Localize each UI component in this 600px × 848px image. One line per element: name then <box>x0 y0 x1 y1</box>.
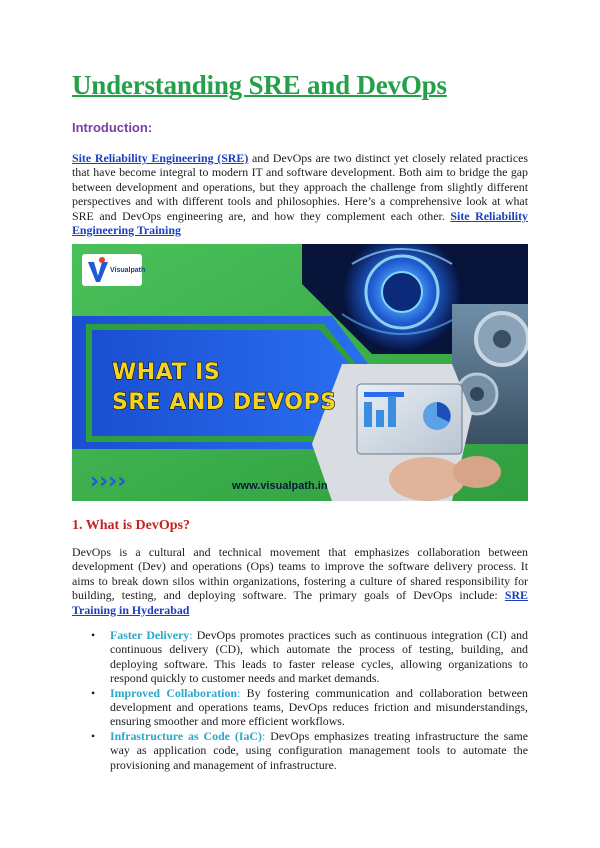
headline-line2: SRE AND DEVOPS <box>112 390 337 415</box>
list-item <box>72 628 528 686</box>
visualpath-logo <box>82 254 145 286</box>
page-title: Understanding SRE and DevOps <box>72 70 447 100</box>
headline-line1: WHAT IS <box>112 360 221 385</box>
section1-text: DevOps is a cultural and technical movement that emphasizes collaboration between development (Dev) and operations (Ops) teams to improve the software delivery process. It aims to break down silos within organizations, fostering a culture of shared responsibility for building, testing, and deploying software. The primary goals of DevOps include: <box>72 545 528 603</box>
bullet-term: Improved Collaboration <box>110 685 238 700</box>
section1-heading: 1. What is DevOps? <box>72 518 190 533</box>
logo-text: Visualpath <box>110 267 146 274</box>
list-item <box>72 686 528 729</box>
list-item <box>72 729 528 772</box>
bullet-term: Infrastructure as Code (IaC) <box>110 728 262 743</box>
bullet-term: Faster Delivery <box>110 628 190 642</box>
section1-paragraph <box>72 545 528 617</box>
bullet-text: DevOps emphasizes treating infrastructure the same way as application code, using configuration management tools to automate the provisioning and management of infrastructure. <box>110 728 529 772</box>
sre-training-link[interactable]: Site Reliability Engineering Training <box>72 208 528 238</box>
intro-paragraph <box>72 151 528 237</box>
bullet-colon: : <box>189 628 193 642</box>
bullet-text: By fostering communication and collaboration between development and operations teams, DevOps reduces friction and misunderstandings, ensuring smoother and more efficient workflows. <box>110 685 529 729</box>
devops-goals-list <box>72 628 528 772</box>
sre-link[interactable]: Site Reliability Engineering (SRE) <box>72 151 249 165</box>
bullet-colon: : <box>237 685 241 700</box>
bullet-colon: : <box>261 728 266 743</box>
bullet-icon: • <box>91 628 96 642</box>
bullet-icon: • <box>91 728 96 743</box>
intro-text: and DevOps are two distinct yet closely related practices that have become integral to modern IT and software development. Both aim to bridge the gap between development and operations, but they approach the challenge from slightly different perspectives and with different tools and philosophies. Here’s a comprehensive look at what SRE and DevOps engineering are, and how they complement each other. <box>72 151 528 223</box>
banner-image <box>72 244 528 501</box>
bullet-text: DevOps promotes practices such as continuous integration (CI) and continuous delivery (CD), which automate the process of testing, building, and deploying software. This leads to faster release cycles, allowing organizations to respond quickly to customer needs and market demands. <box>110 628 528 686</box>
website-url: www.visualpath.in <box>232 480 328 492</box>
decorative-arrows: ›››› <box>90 469 127 494</box>
intro-heading: Introduction: <box>72 120 153 135</box>
sre-hyderabad-link[interactable]: SRE Training in Hyderabad <box>72 588 528 617</box>
bullet-icon: • <box>91 685 96 700</box>
